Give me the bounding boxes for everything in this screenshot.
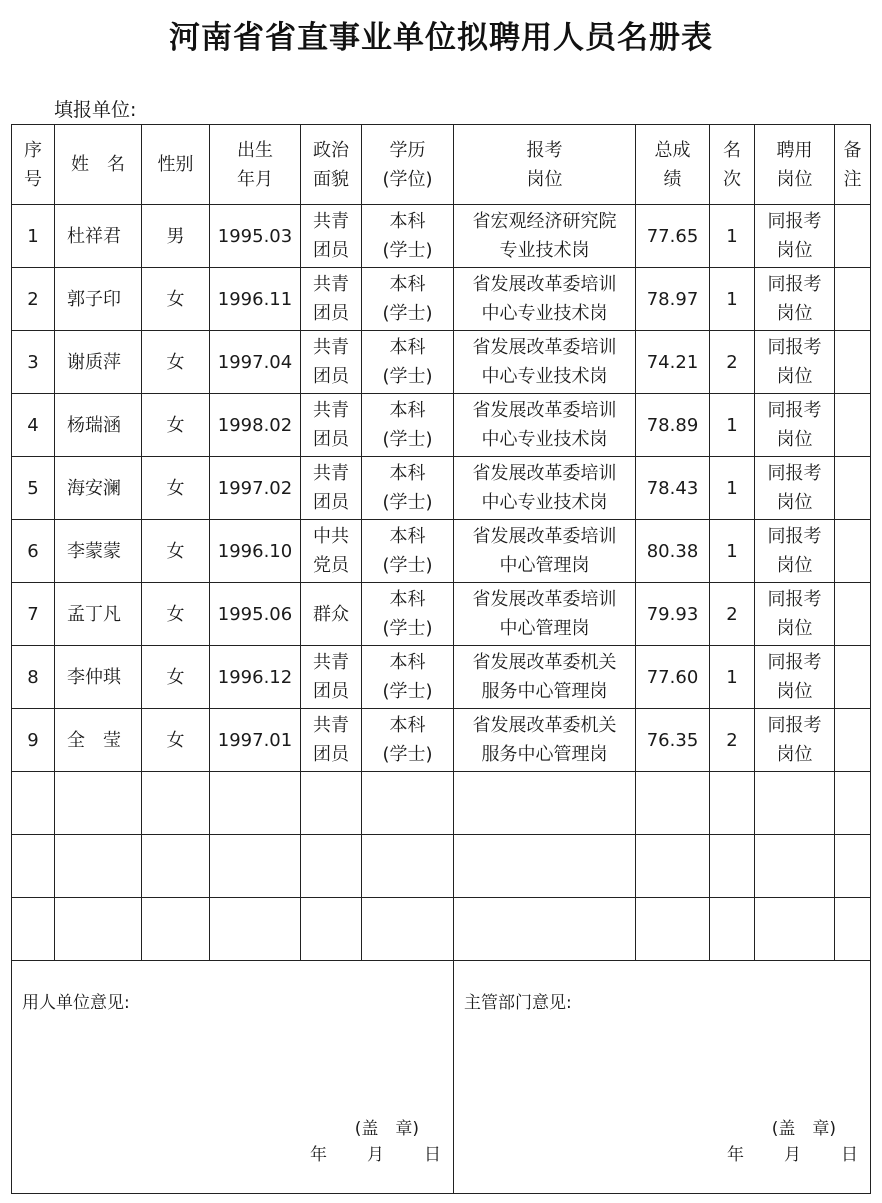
cell-education: 本科 (学士) xyxy=(362,646,454,709)
cell-political: 共青 团员 xyxy=(301,394,362,457)
empty-row xyxy=(12,898,871,961)
cell-applied-post: 省发展改革委机关 服务中心管理岗 xyxy=(454,646,636,709)
cell-rank: 1 xyxy=(710,646,755,709)
opinions-row xyxy=(12,961,871,1194)
cell-gender: 女 xyxy=(142,646,210,709)
header-cell-education: 学历 (学位) xyxy=(362,125,454,205)
document-title: 河南省省直事业单位拟聘用人员名册表 xyxy=(169,20,713,56)
cell-rank: 1 xyxy=(710,457,755,520)
cell-hire-post: 同报考 岗位 xyxy=(755,394,835,457)
cell-applied-post: 省宏观经济研究院 专业技术岗 xyxy=(454,205,636,268)
cell-political: 共青 团员 xyxy=(301,709,362,772)
empty-row xyxy=(12,835,871,898)
cell-gender: 女 xyxy=(142,394,210,457)
cell-rank: 1 xyxy=(710,205,755,268)
empty-row xyxy=(12,772,871,835)
cell-birth: 1995.06 xyxy=(210,583,301,646)
cell-score: 78.97 xyxy=(636,268,710,331)
cell-applied-post: 省发展改革委培训 中心专业技术岗 xyxy=(454,268,636,331)
cell-no: 6 xyxy=(12,520,55,583)
cell-political: 共青 团员 xyxy=(301,205,362,268)
cell-name: 谢质萍 xyxy=(55,331,142,394)
cell-applied-post: 省发展改革委培训 中心专业技术岗 xyxy=(454,331,636,394)
cell-hire-post: 同报考 岗位 xyxy=(755,583,835,646)
cell-applied-post: 省发展改革委培训 中心管理岗 xyxy=(454,583,636,646)
cell-gender: 女 xyxy=(142,331,210,394)
cell-note xyxy=(835,709,871,772)
header-row xyxy=(12,125,871,205)
cell-no: 7 xyxy=(12,583,55,646)
roster-table xyxy=(11,124,871,1194)
table-row xyxy=(12,520,871,583)
cell-name: 李蒙蒙 xyxy=(55,520,142,583)
cell-birth: 1997.01 xyxy=(210,709,301,772)
cell-no: 1 xyxy=(12,205,55,268)
cell-education: 本科 (学士) xyxy=(362,709,454,772)
header-cell-rank: 名 次 xyxy=(710,125,755,205)
table-row xyxy=(12,583,871,646)
cell-no: 5 xyxy=(12,457,55,520)
header-cell-no: 序 号 xyxy=(12,125,55,205)
cell-education: 本科 (学士) xyxy=(362,394,454,457)
cell-hire-post: 同报考 岗位 xyxy=(755,331,835,394)
table-row xyxy=(12,394,871,457)
cell-hire-post: 同报考 岗位 xyxy=(755,646,835,709)
cell-name: 杜祥君 xyxy=(55,205,142,268)
cell-birth: 1997.02 xyxy=(210,457,301,520)
cell-applied-post: 省发展改革委培训 中心专业技术岗 xyxy=(454,457,636,520)
cell-education: 本科 (学士) xyxy=(362,520,454,583)
header-cell-gender: 性别 xyxy=(142,125,210,205)
cell-education: 本科 (学士) xyxy=(362,268,454,331)
cell-gender: 女 xyxy=(142,583,210,646)
cell-education: 本科 (学士) xyxy=(362,331,454,394)
table-row xyxy=(12,268,871,331)
cell-note xyxy=(835,457,871,520)
cell-no: 4 xyxy=(12,394,55,457)
header-cell-score: 总成 绩 xyxy=(636,125,710,205)
header-cell-hire-post: 聘用 岗位 xyxy=(755,125,835,205)
supervisor-opinion-box xyxy=(454,961,871,1194)
cell-birth: 1996.12 xyxy=(210,646,301,709)
cell-political: 群众 xyxy=(301,583,362,646)
cell-note xyxy=(835,331,871,394)
cell-name: 郭子印 xyxy=(55,268,142,331)
cell-education: 本科 (学士) xyxy=(362,583,454,646)
cell-applied-post: 省发展改革委培训 中心专业技术岗 xyxy=(454,394,636,457)
cell-note xyxy=(835,205,871,268)
cell-name: 杨瑞涵 xyxy=(55,394,142,457)
cell-birth: 1997.04 xyxy=(210,331,301,394)
table-row xyxy=(12,646,871,709)
cell-score: 79.93 xyxy=(636,583,710,646)
cell-rank: 1 xyxy=(710,268,755,331)
cell-score: 78.43 xyxy=(636,457,710,520)
cell-birth: 1998.02 xyxy=(210,394,301,457)
cell-education: 本科 (学士) xyxy=(362,205,454,268)
cell-gender: 女 xyxy=(142,268,210,331)
cell-score: 76.35 xyxy=(636,709,710,772)
header-cell-political: 政治 面貌 xyxy=(301,125,362,205)
cell-applied-post: 省发展改革委培训 中心管理岗 xyxy=(454,520,636,583)
employer-opinion-box xyxy=(12,961,454,1194)
supervisor-date-line: 年 月 日 xyxy=(727,1145,858,1165)
table-row xyxy=(12,457,871,520)
cell-hire-post: 同报考 岗位 xyxy=(755,205,835,268)
cell-gender: 女 xyxy=(142,457,210,520)
employer-date-line: 年 月 日 xyxy=(310,1145,441,1165)
cell-score: 77.60 xyxy=(636,646,710,709)
supervisor-seal-label: (盖 章) xyxy=(771,1119,836,1139)
cell-applied-post: 省发展改革委机关 服务中心管理岗 xyxy=(454,709,636,772)
cell-gender: 男 xyxy=(142,205,210,268)
table-row xyxy=(12,205,871,268)
cell-hire-post: 同报考 岗位 xyxy=(755,709,835,772)
data-rows xyxy=(12,205,871,772)
cell-no: 9 xyxy=(12,709,55,772)
cell-score: 74.21 xyxy=(636,331,710,394)
cell-no: 8 xyxy=(12,646,55,709)
employer-opinion-label: 用人单位意见: xyxy=(22,993,130,1013)
cell-hire-post: 同报考 岗位 xyxy=(755,520,835,583)
cell-rank: 2 xyxy=(710,709,755,772)
table-row xyxy=(12,709,871,772)
cell-note xyxy=(835,268,871,331)
cell-rank: 2 xyxy=(710,583,755,646)
cell-rank: 1 xyxy=(710,520,755,583)
table-row xyxy=(12,331,871,394)
cell-no: 3 xyxy=(12,331,55,394)
supervisor-opinion-label: 主管部门意见: xyxy=(464,993,572,1013)
cell-score: 78.89 xyxy=(636,394,710,457)
header-cell-birth: 出生 年月 xyxy=(210,125,301,205)
cell-note xyxy=(835,520,871,583)
cell-name: 李仲琪 xyxy=(55,646,142,709)
cell-name: 海安澜 xyxy=(55,457,142,520)
employer-seal-label: (盖 章) xyxy=(354,1119,419,1139)
cell-no: 2 xyxy=(12,268,55,331)
cell-score: 80.38 xyxy=(636,520,710,583)
cell-rank: 2 xyxy=(710,331,755,394)
cell-hire-post: 同报考 岗位 xyxy=(755,268,835,331)
cell-name: 全 莹 xyxy=(55,709,142,772)
cell-political: 共青 团员 xyxy=(301,457,362,520)
cell-gender: 女 xyxy=(142,709,210,772)
cell-score: 77.65 xyxy=(636,205,710,268)
cell-education: 本科 (学士) xyxy=(362,457,454,520)
cell-political: 共青 团员 xyxy=(301,268,362,331)
cell-gender: 女 xyxy=(142,520,210,583)
fill-unit-label: 填报单位: xyxy=(54,99,137,121)
cell-birth: 1996.10 xyxy=(210,520,301,583)
header-cell-name: 姓 名 xyxy=(55,125,142,205)
cell-political: 共青 团员 xyxy=(301,646,362,709)
cell-political: 中共 党员 xyxy=(301,520,362,583)
cell-birth: 1996.11 xyxy=(210,268,301,331)
cell-name: 孟丁凡 xyxy=(55,583,142,646)
cell-note xyxy=(835,394,871,457)
cell-rank: 1 xyxy=(710,394,755,457)
header-cell-applied-post: 报考 岗位 xyxy=(454,125,636,205)
cell-birth: 1995.03 xyxy=(210,205,301,268)
cell-political: 共青 团员 xyxy=(301,331,362,394)
cell-hire-post: 同报考 岗位 xyxy=(755,457,835,520)
cell-note xyxy=(835,583,871,646)
cell-note xyxy=(835,646,871,709)
header-cell-note: 备 注 xyxy=(835,125,871,205)
